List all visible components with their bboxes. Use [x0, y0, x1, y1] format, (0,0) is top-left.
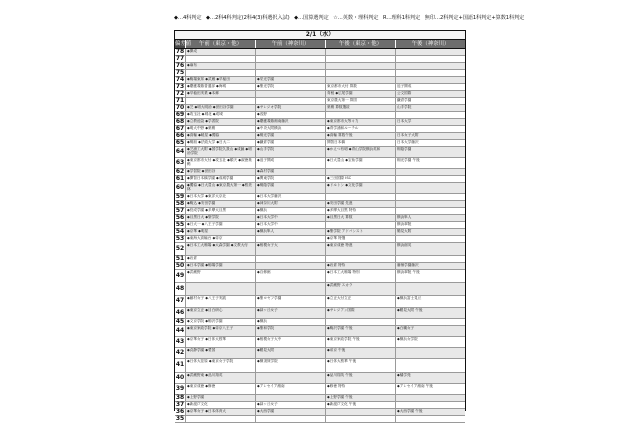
cell-am-kanagawa: [255, 49, 325, 55]
table-row: [175, 263, 465, 270]
cell-pm-tokyo: [325, 70, 395, 76]
cell-pm-tokyo: ◆目黒日大 算数: [325, 215, 395, 221]
deviation-value: 46: [175, 308, 185, 318]
legend-item: R…理科1科判定: [382, 15, 421, 21]
cell-am-tokyo: ◆武蔵野: [185, 270, 255, 282]
deviation-value: 51: [175, 254, 185, 262]
cell-am-tokyo: ◆桐朋 ◆法政大学 ◆日大二: [185, 140, 255, 146]
cell-am-kanagawa: ◆日本大学藤沢: [255, 194, 325, 200]
cell-pm-kanagawa: [395, 395, 465, 401]
table-row: [175, 229, 465, 236]
cell-pm-kanagawa: [395, 126, 465, 132]
cell-am-tokyo: ◆芝浦工大附 ◆国学院久我山 ◆成蹊 ◆明治学院: [185, 147, 255, 157]
table-row: [175, 326, 465, 337]
cell-pm-kanagawa: 横浜隼人: [395, 215, 465, 221]
cell-pm-kanagawa: 日本大学: [395, 119, 465, 125]
cell-am-kanagawa: [255, 256, 325, 262]
cell-am-tokyo: ◆早稲田実業 ◆本郷: [185, 91, 255, 97]
cell-pm-kanagawa: [395, 236, 465, 242]
table-row: [175, 126, 465, 133]
deviation-value: 47: [175, 296, 185, 307]
table-row: [175, 133, 465, 140]
cell-am-tokyo: ◆目黒日大 ◆聖学院: [185, 215, 255, 221]
cell-pm-tokyo: ◆駒沢学園 午後: [325, 326, 395, 336]
cell-am-tokyo: ◆日本大学 ◆東洋大京北: [185, 194, 255, 200]
cell-pm-tokyo: ◆修徳 特待: [325, 384, 395, 394]
cell-pm-kanagawa: 桐蔭学園: [395, 147, 465, 157]
cell-am-kanagawa: ◆横浜: [255, 208, 325, 214]
cell-am-kanagawa: ◆相模女子大: [255, 243, 325, 255]
table-row: [175, 296, 465, 308]
table-row: [175, 373, 465, 384]
cell-pm-tokyo: ◆三田国際 ISC: [325, 176, 395, 182]
cell-am-tokyo: ◆芝 ◆明大明治 ◆世田谷学園: [185, 105, 255, 111]
cell-am-tokyo: ◆日本学園 ◆駒場学園: [185, 263, 255, 269]
cell-pm-tokyo: ◆安田学園 先進: [325, 201, 395, 207]
legend-item: ◆…国算選判定: [294, 15, 329, 21]
deviation-value: 35: [175, 414, 185, 422]
deviation-value: 73: [175, 82, 185, 90]
cell-pm-kanagawa: 公文国際: [395, 91, 465, 97]
cell-pm-tokyo: [325, 409, 395, 415]
cell-am-kanagawa: ◆大西学園: [255, 409, 325, 415]
cell-pm-tokyo: [325, 63, 395, 69]
deviation-value: 65: [175, 138, 185, 146]
cell-am-tokyo: [185, 56, 255, 62]
cell-pm-tokyo: ◆立正大付立正: [325, 296, 395, 307]
deviation-value: 62: [175, 167, 185, 175]
table-row: [175, 416, 465, 423]
cell-am-kanagawa: ◆聖ヨゼフ学園: [255, 296, 325, 307]
table-row: [175, 402, 465, 409]
table-row: [175, 319, 465, 326]
cell-pm-tokyo: 開智日本橋: [325, 140, 395, 146]
deviation-value: 44: [175, 326, 185, 336]
cell-pm-kanagawa: [395, 63, 465, 69]
cell-am-tokyo: ◆上野学園: [185, 395, 255, 401]
cell-am-kanagawa: ◆山手学院: [255, 147, 325, 157]
cell-am-kanagawa: ◆横浜: [255, 319, 325, 325]
cell-pm-kanagawa: 日本大学藤沢: [395, 140, 465, 146]
table-row: [175, 119, 465, 126]
table-row: [175, 222, 465, 229]
table-row: [175, 158, 465, 169]
cell-am-kanagawa: [255, 91, 325, 97]
deviation-value: 72: [175, 89, 185, 97]
deviation-value: 61: [175, 174, 185, 182]
cell-am-kanagawa: [255, 56, 325, 62]
cell-pm-tokyo: ◆聖学院 アドバンスト: [325, 229, 395, 235]
legend-bar: [174, 13, 525, 23]
column-header-am-kanagawa: 午前（神奈川）: [255, 40, 325, 48]
table-row: [175, 384, 465, 395]
cell-pm-tokyo: ◆日体大桜華 午後: [325, 359, 395, 372]
deviation-header: 偏差値: [175, 41, 192, 47]
cell-am-tokyo: ◆京華女子 ◆日体大桜華: [185, 337, 255, 347]
cell-am-tokyo: ◆明大中野 ◆巣鴨: [185, 126, 255, 132]
cell-pm-tokyo: ◆日本工大駒場 特別: [325, 270, 395, 282]
deviation-value: 75: [175, 68, 185, 76]
cell-pm-kanagawa: ◆横浜女学院: [395, 337, 465, 347]
cell-am-tokyo: [185, 283, 255, 295]
table-row: [175, 183, 465, 194]
cell-am-tokyo: ◆慶應義塾普通部 ◆海城: [185, 84, 255, 90]
deviation-value: 76: [175, 61, 185, 69]
cell-am-kanagawa: [255, 395, 325, 401]
cell-am-tokyo: [185, 98, 255, 104]
cell-am-tokyo: ◆開智日本橋学園 ◆成城学園: [185, 176, 255, 182]
cell-am-kanagawa: ◆森村学園: [255, 169, 325, 175]
cell-pm-tokyo: ◆新渡戸文化 午後: [325, 402, 395, 408]
cell-am-kanagawa: ◆日本大学中: [255, 215, 325, 221]
cell-pm-kanagawa: [395, 56, 465, 62]
cell-am-kanagawa: [255, 63, 325, 69]
cell-pm-kanagawa: 横浜創英: [395, 243, 465, 255]
cell-am-tokyo: [185, 70, 255, 76]
cell-pm-tokyo: 巣鴨 算数選抜: [325, 105, 395, 111]
table-row: [175, 270, 465, 283]
cell-pm-kanagawa: [395, 77, 465, 83]
cell-am-tokyo: ◆東海大高輪台 ◆帝京: [185, 236, 255, 242]
deviation-value: 67: [175, 124, 185, 132]
cell-am-kanagawa: ◆緑ヶ丘女子: [255, 402, 325, 408]
cell-am-kanagawa: ◆中央大附横浜: [255, 126, 325, 132]
table-row: [175, 395, 465, 402]
cell-pm-kanagawa: 桐光学園 午後: [395, 158, 465, 168]
deviation-value: 71: [175, 96, 185, 104]
deviation-value: 68: [175, 117, 185, 125]
table-row: [175, 176, 465, 183]
table-row: [175, 359, 465, 373]
cell-am-tokyo: ◆東京家政学院 ◆帝京八王子: [185, 326, 255, 336]
deviation-value: 74: [175, 75, 185, 83]
cell-am-tokyo: ◆岩倉: [185, 256, 255, 262]
deviation-value: 42: [175, 348, 185, 358]
cell-pm-tokyo: ◆高輪 算数午後: [325, 133, 395, 139]
cell-pm-tokyo: 青稜 ◆広尾学園: [325, 91, 395, 97]
cell-am-kanagawa: ◆関東学院: [255, 176, 325, 182]
cell-pm-kanagawa: ◆白鵬女子: [395, 326, 465, 336]
deviation-value: 54: [175, 227, 185, 235]
cell-am-tokyo: ◆日本工大駒場 ◆大森学園 ◆文教大付: [185, 243, 255, 255]
table-row: [175, 236, 465, 243]
cell-am-kanagawa: ◆日本大学中: [255, 222, 325, 228]
table-row: [175, 256, 465, 263]
cell-pm-tokyo: ◆東京家政学院 午後: [325, 337, 395, 347]
cell-am-kanagawa: ◆逗子開成: [255, 158, 325, 168]
cell-pm-tokyo: ◆青学浦和ルーテル: [325, 126, 395, 132]
cell-am-tokyo: ◆駒込 ◆安田学園: [185, 201, 255, 207]
column-header-am-tokyo: 午前（東京・他）: [185, 40, 255, 48]
table-row: [175, 77, 465, 84]
legend-item: ◆…4科判定: [174, 15, 202, 21]
column-header-pm-kanagawa: 午後（神奈川）: [395, 40, 465, 48]
cell-am-tokyo: ◆新渡戸文化: [185, 402, 255, 408]
deviation-value: 39: [175, 384, 185, 394]
table-row: [175, 98, 465, 105]
cell-am-tokyo: ◆日大一 ◆八王子学園: [185, 222, 255, 228]
deviation-value: 66: [175, 131, 185, 139]
cell-am-kanagawa: ◆サレジオ学院: [255, 105, 325, 111]
deviation-value: 56: [175, 213, 185, 221]
cell-pm-kanagawa: [395, 283, 465, 295]
table-row: [175, 84, 465, 91]
table-row: [175, 283, 465, 296]
deviation-value: 55: [175, 220, 185, 228]
cell-pm-tokyo: ◆東京都市大等々力: [325, 119, 395, 125]
cell-pm-kanagawa: 逗子開成: [395, 84, 465, 90]
table-row: [175, 337, 465, 348]
cell-am-kanagawa: [255, 236, 325, 242]
deviation-value: 60: [175, 183, 185, 193]
cell-pm-kanagawa: 日本女子大附: [395, 133, 465, 139]
deviation-value: 64: [175, 147, 185, 157]
cell-pm-kanagawa: [395, 208, 465, 214]
cell-pm-tokyo: [325, 49, 395, 55]
cell-pm-tokyo: [325, 222, 395, 228]
deviation-value: 48: [175, 283, 185, 295]
cell-am-tokyo: ◆攻玉社 ◆城北 ◆成城: [185, 112, 255, 118]
cell-pm-tokyo: ◆武蔵野 スカラ: [325, 283, 395, 295]
cell-am-kanagawa: ◆横浜隼人: [255, 229, 325, 235]
cell-pm-tokyo: [325, 56, 395, 62]
cell-am-kanagawa: [255, 416, 325, 422]
cell-pm-tokyo: [325, 319, 395, 325]
cell-pm-kanagawa: [395, 49, 465, 55]
cell-pm-tokyo: ◆日大豊山 ◆宝仙学園: [325, 158, 395, 168]
cell-pm-kanagawa: [395, 194, 465, 200]
cell-am-kanagawa: ◆緑ヶ丘女子: [255, 308, 325, 318]
deviation-value: 40: [175, 373, 185, 383]
table-row: [175, 348, 465, 359]
deviation-value: 78: [175, 47, 185, 55]
deviation-value: 77: [175, 54, 185, 62]
deviation-value: 52: [175, 243, 185, 255]
cell-pm-tokyo: ◆サレジアン国際: [325, 308, 395, 318]
cell-pm-kanagawa: [395, 256, 465, 262]
cell-am-kanagawa: ◆アレセイア湘南: [255, 384, 325, 394]
cell-pm-tokyo: ◆かえつ有明 ◆青山学院横浜英和: [325, 147, 395, 157]
table-row: [175, 70, 465, 77]
cell-am-tokyo: ◆立教池袋 ◆学習院: [185, 119, 255, 125]
deviation-value: 63: [175, 158, 185, 168]
cell-pm-kanagawa: [395, 183, 465, 193]
cell-pm-kanagawa: 山手学院: [395, 105, 465, 111]
cell-am-kanagawa: [255, 98, 325, 104]
cell-pm-kanagawa: [395, 348, 465, 358]
table-row: [175, 105, 465, 112]
table-row: [175, 201, 465, 208]
table-row: [175, 49, 465, 56]
cell-pm-tokyo: [325, 169, 395, 175]
cell-pm-tokyo: ◆多摩大目黒 特待: [325, 208, 395, 214]
deviation-value: 58: [175, 199, 185, 207]
legend-item: ☆…英数・理科判定: [333, 15, 379, 21]
cell-am-kanagawa: ◆神奈川大附: [255, 201, 325, 207]
cell-pm-kanagawa: [395, 112, 465, 118]
cell-pm-kanagawa: [395, 176, 465, 182]
deviation-value: 49: [175, 270, 185, 282]
cell-pm-tokyo: ◆帝京 午後: [325, 348, 395, 358]
cell-pm-kanagawa: [395, 402, 465, 408]
table-row: [175, 208, 465, 215]
cell-pm-kanagawa: [395, 416, 465, 422]
cell-am-tokyo: ◆佼成学園 ◆多摩大目黒: [185, 208, 255, 214]
cell-am-tokyo: ◆貞静学園 ◆愛国: [185, 348, 255, 358]
cell-pm-tokyo: 東京都市大付 算数: [325, 84, 395, 90]
cell-am-tokyo: ◆開成: [185, 49, 255, 55]
deviation-value: 43: [175, 337, 185, 347]
cell-am-tokyo: ◆高輪 ◆暁星 ◆獨協: [185, 133, 255, 139]
column-header-row: [175, 40, 465, 49]
cell-am-kanagawa: ◆栄光学園: [255, 77, 325, 83]
legend-item: 無印…2科判定+国語1科判定+算数1科判定: [424, 15, 525, 21]
table-row: [175, 91, 465, 98]
cell-am-kanagawa: ◆慶應義塾湘南藤沢: [255, 119, 325, 125]
cell-am-kanagawa: ◆浅野: [255, 112, 325, 118]
cell-am-kanagawa: ◆相模女子大中: [255, 337, 325, 347]
cell-pm-kanagawa: 横浜翠陵: [395, 222, 465, 228]
deviation-value: 38: [175, 393, 185, 401]
deviation-value: 70: [175, 103, 185, 111]
cell-am-tokyo: ◆藤村女子 ◆八王子実践: [185, 296, 255, 307]
cell-pm-kanagawa: ◆横浜富士見丘: [395, 296, 465, 307]
cell-pm-tokyo: ◆上野学園 午後: [325, 395, 395, 401]
cell-pm-kanagawa: ◆アレセイア湘南 午後: [395, 384, 465, 394]
table-row: [175, 169, 465, 176]
deviation-value: 53: [175, 234, 185, 242]
deviation-value: 50: [175, 261, 185, 269]
cell-am-kanagawa: ◆横須賀学院: [255, 359, 325, 372]
cell-am-kanagawa: [255, 373, 325, 383]
cell-am-tokyo: ◆東京都市大付 ◆攻玉社 ◆順天 ◆淑徳巣鴨: [185, 158, 255, 168]
cell-am-kanagawa: ◆鎌倉学園: [255, 140, 325, 146]
table-row: [175, 112, 465, 119]
table-row: [175, 194, 465, 201]
table-row: [175, 243, 465, 256]
table-row: [175, 56, 465, 63]
cell-pm-tokyo: [325, 256, 395, 262]
deviation-value: 37: [175, 400, 185, 408]
cell-am-kanagawa: ◆鶴見大附: [255, 348, 325, 358]
cell-pm-tokyo: [325, 416, 395, 422]
cell-am-tokyo: ◆東京成徳 ◆修徳: [185, 384, 255, 394]
deviation-value: 45: [175, 317, 185, 325]
deviation-value: 69: [175, 110, 185, 118]
cell-pm-kanagawa: ◆鶴見大附 午後: [395, 308, 465, 318]
cell-am-kanagawa: [255, 70, 325, 76]
cell-pm-kanagawa: ◆橘学苑: [395, 373, 465, 383]
column-header-pm-tokyo: 午後（東京・他）: [325, 40, 395, 48]
cell-pm-kanagawa: 鎌倉学園: [395, 98, 465, 104]
cell-pm-kanagawa: 藤嶺学園藤沢: [395, 263, 465, 269]
deviation-value: 57: [175, 206, 185, 214]
legend-item: ◆…2科4科判定(2科4(3)科選択入試): [206, 15, 290, 21]
cell-am-kanagawa: ◆桐光学園: [255, 133, 325, 139]
date-heading: 2/1（水）: [175, 31, 465, 40]
cell-am-tokyo: ◆麻布: [185, 63, 255, 69]
schedule-table: [174, 30, 466, 422]
cell-am-kanagawa: [255, 283, 325, 295]
cell-am-tokyo: ◆武蔵野東 ◆品川翔英: [185, 373, 255, 383]
table-row: [175, 215, 465, 222]
table-row: [175, 147, 465, 158]
cell-am-tokyo: ◆獨協 ◆日大豊山 ◆東京農大第一 ◆桜美林: [185, 183, 255, 193]
cell-pm-tokyo: [325, 112, 395, 118]
cell-pm-kanagawa: 鶴見大附: [395, 229, 465, 235]
cell-am-tokyo: ◆日体大荏原 ◆東京女子学院: [185, 359, 255, 372]
cell-pm-kanagawa: [395, 70, 465, 76]
cell-am-tokyo: ◆京華 ◆明星: [185, 229, 255, 235]
cell-pm-kanagawa: [395, 359, 465, 372]
cell-am-kanagawa: ◆聖光学院: [255, 84, 325, 90]
cell-pm-kanagawa: ◆大西学園 午後: [395, 409, 465, 415]
cell-am-kanagawa: ◆自修館: [255, 270, 325, 282]
cell-pm-tokyo: ◆京華 特選: [325, 236, 395, 242]
deviation-value: 59: [175, 192, 185, 200]
cell-pm-tokyo: ◆東京成徳 特進: [325, 243, 395, 255]
cell-am-tokyo: ◆文京学院 ◆駒沢学園: [185, 319, 255, 325]
cell-pm-tokyo: ◆品川翔英 午後: [325, 373, 395, 383]
cell-am-kanagawa: ◆桐蔭学園: [255, 183, 325, 193]
cell-pm-kanagawa: [395, 319, 465, 325]
cell-pm-tokyo: [325, 77, 395, 83]
cell-am-tokyo: ◆学習院 ◆世田谷: [185, 169, 255, 175]
cell-pm-tokyo: [325, 194, 395, 200]
cell-am-tokyo: ◆東京立正 ◆目白研心: [185, 308, 255, 318]
cell-am-kanagawa: ◆聖和学院: [255, 326, 325, 336]
cell-pm-tokyo: 東京農大第一 算国: [325, 98, 395, 104]
table-row: [175, 308, 465, 319]
table-row: [175, 140, 465, 147]
cell-pm-kanagawa: 横浜翠陵 午後: [395, 270, 465, 282]
cell-am-tokyo: [185, 416, 255, 422]
deviation-value: 36: [175, 407, 185, 415]
cell-pm-kanagawa: [395, 169, 465, 175]
cell-pm-tokyo: ◆ドルトン ◆文化学園: [325, 183, 395, 193]
cell-am-kanagawa: [255, 263, 325, 269]
cell-am-tokyo: ◆駒場東邦 ◆武蔵 ◆早稲田: [185, 77, 255, 83]
cell-am-tokyo: ◆京華女子 ◆日本体育大: [185, 409, 255, 415]
table-row: [175, 409, 465, 416]
deviation-value: 41: [175, 359, 185, 372]
cell-pm-kanagawa: [395, 201, 465, 207]
table-body: [175, 49, 465, 423]
cell-pm-tokyo: ◆岩倉 特待: [325, 263, 395, 269]
table-row: [175, 63, 465, 70]
